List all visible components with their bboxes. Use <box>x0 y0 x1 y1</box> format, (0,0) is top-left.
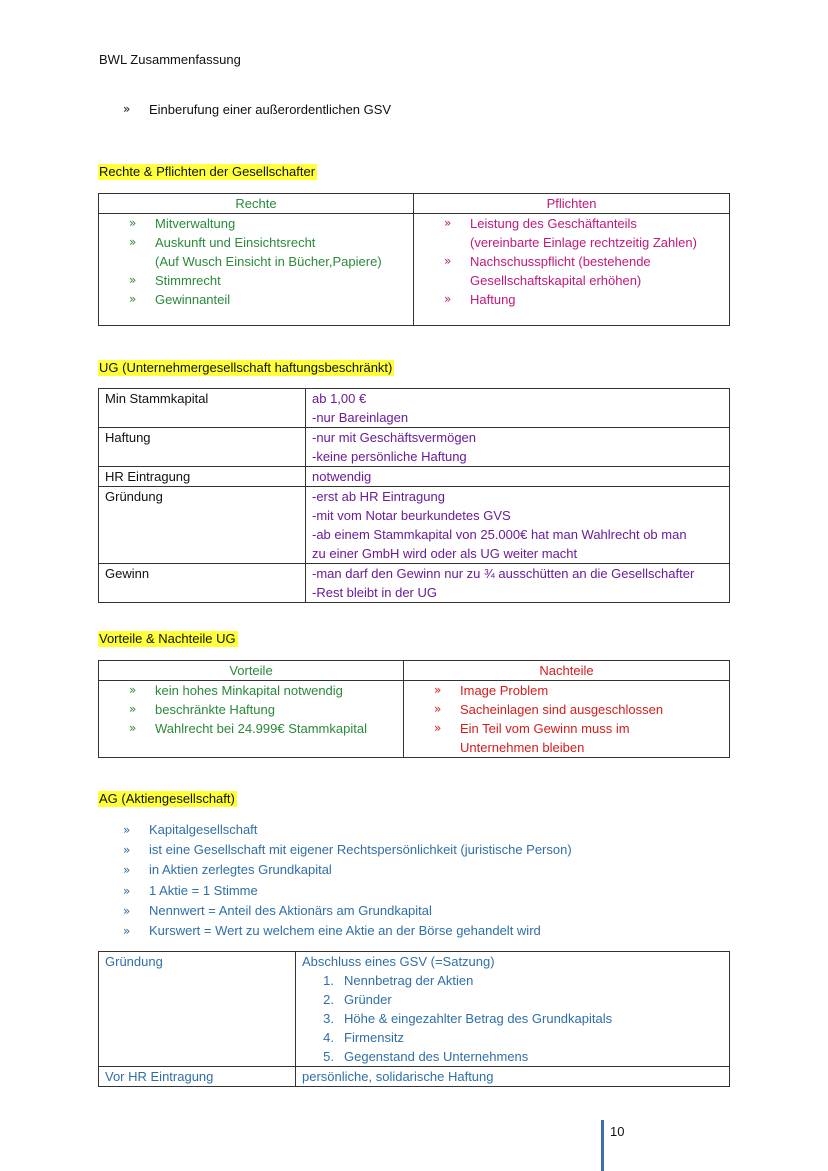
list-item-continuation: (Auf Wusch Einsicht in Bücher,Papiere) <box>155 254 382 269</box>
ag-row-value <box>296 952 730 1067</box>
vorteile-nachteile-heading-text: Vorteile & Nachteile UG <box>99 631 236 646</box>
intro-bullet <box>123 100 391 119</box>
table-row <box>99 487 730 564</box>
ug-row-label: HR Eintragung <box>99 467 306 487</box>
list-item: » Kapitalgesellschaft <box>123 822 258 837</box>
ug-row-value: -erst ab HR Eintragung -mit vom Notar beurkundetes GVS -ab einem Stammkapital von 25.000€ hat man Wahlrecht ob man zu einer GmbH wird oder als UG weiter macht <box>306 487 730 564</box>
list-item: 4. Firmensitz <box>323 1030 404 1045</box>
rechte-cell <box>99 214 414 326</box>
list-item-continuation: Gesellschaftskapital erhöhen) <box>470 273 642 288</box>
ug-row-value: notwendig <box>306 467 730 487</box>
nachteile-cell <box>404 681 730 758</box>
ug-row-label: Gründung <box>99 487 306 564</box>
document-header: BWL Zusammenfassung <box>99 52 241 67</box>
list-item-continuation: Unternehmen bleiben <box>460 740 585 755</box>
ug-row-label: Min Stammkapital <box>99 389 306 428</box>
ag-row-label: Gründung <box>99 952 296 1067</box>
list-item: » beschränkte Haftung <box>129 702 275 717</box>
list-item: » Nennwert = Anteil des Aktionärs am Grundkapital <box>123 902 432 918</box>
ug-row-value: -nur mit Geschäftsvermögen -keine persönliche Haftung <box>306 428 730 467</box>
ag-gruendung-list <box>302 971 723 1066</box>
ug-row-value: ab 1,00 € -nur Bareinlagen <box>306 389 730 428</box>
page-number-bar <box>601 1120 604 1171</box>
list-item-continuation: (vereinbarte Einlage rechtzeitig Zahlen) <box>470 235 697 250</box>
table-row <box>99 564 730 603</box>
list-item: » Leistung des Geschäftanteils <box>444 216 637 231</box>
list-item: » Auskunft und Einsichtsrecht <box>129 235 316 250</box>
pflichten-cell <box>414 214 730 326</box>
table-row <box>99 1067 730 1087</box>
list-item: » Stimmrecht <box>129 273 221 288</box>
vorteile-nachteile-heading <box>98 629 238 648</box>
vorteile-column-header: Vorteile <box>99 661 404 681</box>
table-row <box>99 428 730 467</box>
list-item: » kein hohes Minkapital notwendig <box>129 683 343 698</box>
list-item: » Gewinnanteil <box>129 292 231 307</box>
list-item: » Wahlrecht bei 24.999€ Stammkapital <box>129 721 367 736</box>
list-item: » in Aktien zerlegtes Grundkapital <box>123 862 332 878</box>
list-item: » Mitverwaltung <box>129 216 236 231</box>
list-item: 2. Gründer <box>323 992 392 1007</box>
rechte-pflichten-heading-text: Rechte & Pflichten der Gesellschafter <box>99 164 316 179</box>
vorteile-cell <box>99 681 404 758</box>
rechte-pflichten-table <box>98 193 730 326</box>
ug-heading-text: UG (Unternehmergesellschaft haftungsbeschränkt) <box>99 360 393 375</box>
table-row <box>99 389 730 428</box>
pflichten-column-header: Pflichten <box>414 194 730 214</box>
list-item: » Image Problem <box>434 683 549 698</box>
list-item: 5. Gegenstand des Unternehmens <box>323 1049 529 1064</box>
ag-bullet-list <box>123 820 572 941</box>
list-item: » 1 Aktie = 1 Stimme <box>123 882 258 898</box>
bullet-glyph: » <box>123 102 131 116</box>
vorteile-nachteile-table <box>98 660 730 758</box>
ug-heading <box>98 358 394 377</box>
list-item: » Haftung <box>444 292 516 307</box>
ug-row-label: Haftung <box>99 428 306 467</box>
list-item: » Kurswert = Wert zu welchem eine Aktie an der Börse gehandelt wird <box>123 923 541 939</box>
ag-table <box>98 951 730 1087</box>
list-item: 3. Höhe & eingezahlter Betrag des Grundkapitals <box>323 1011 613 1026</box>
list-item: » ist eine Gesellschaft mit eigener Rechtspersönlichkeit (juristische Person) <box>123 842 572 858</box>
page-number: 10 <box>610 1124 625 1139</box>
ag-heading-text: AG (Aktiengesellschaft) <box>99 791 235 806</box>
table-row <box>99 467 730 487</box>
ag-gruendung-intro: Abschluss eines GSV (=Satzung) <box>302 954 495 969</box>
ag-row-value: persönliche, solidarische Haftung <box>296 1067 730 1087</box>
ug-row-label: Gewinn <box>99 564 306 603</box>
list-item: » Ein Teil vom Gewinn muss im <box>434 721 630 736</box>
ag-row-label: Vor HR Eintragung <box>99 1067 296 1087</box>
ug-row-value: -man darf den Gewinn nur zu ¾ ausschütten an die Gesellschafter -Rest bleibt in der UG <box>306 564 730 603</box>
nachteile-column-header: Nachteile <box>404 661 730 681</box>
ag-heading <box>98 789 237 808</box>
list-item: » Sacheinlagen sind ausgeschlossen <box>434 702 664 717</box>
intro-bullet-text: Einberufung einer außerordentlichen GSV <box>149 102 392 117</box>
list-item: » Nachschusspflicht (bestehende <box>444 254 651 269</box>
table-row <box>99 952 730 1067</box>
rechte-pflichten-heading <box>98 162 317 181</box>
rechte-column-header: Rechte <box>99 194 414 214</box>
list-item: 1. Nennbetrag der Aktien <box>323 973 474 988</box>
ug-table <box>98 388 730 603</box>
